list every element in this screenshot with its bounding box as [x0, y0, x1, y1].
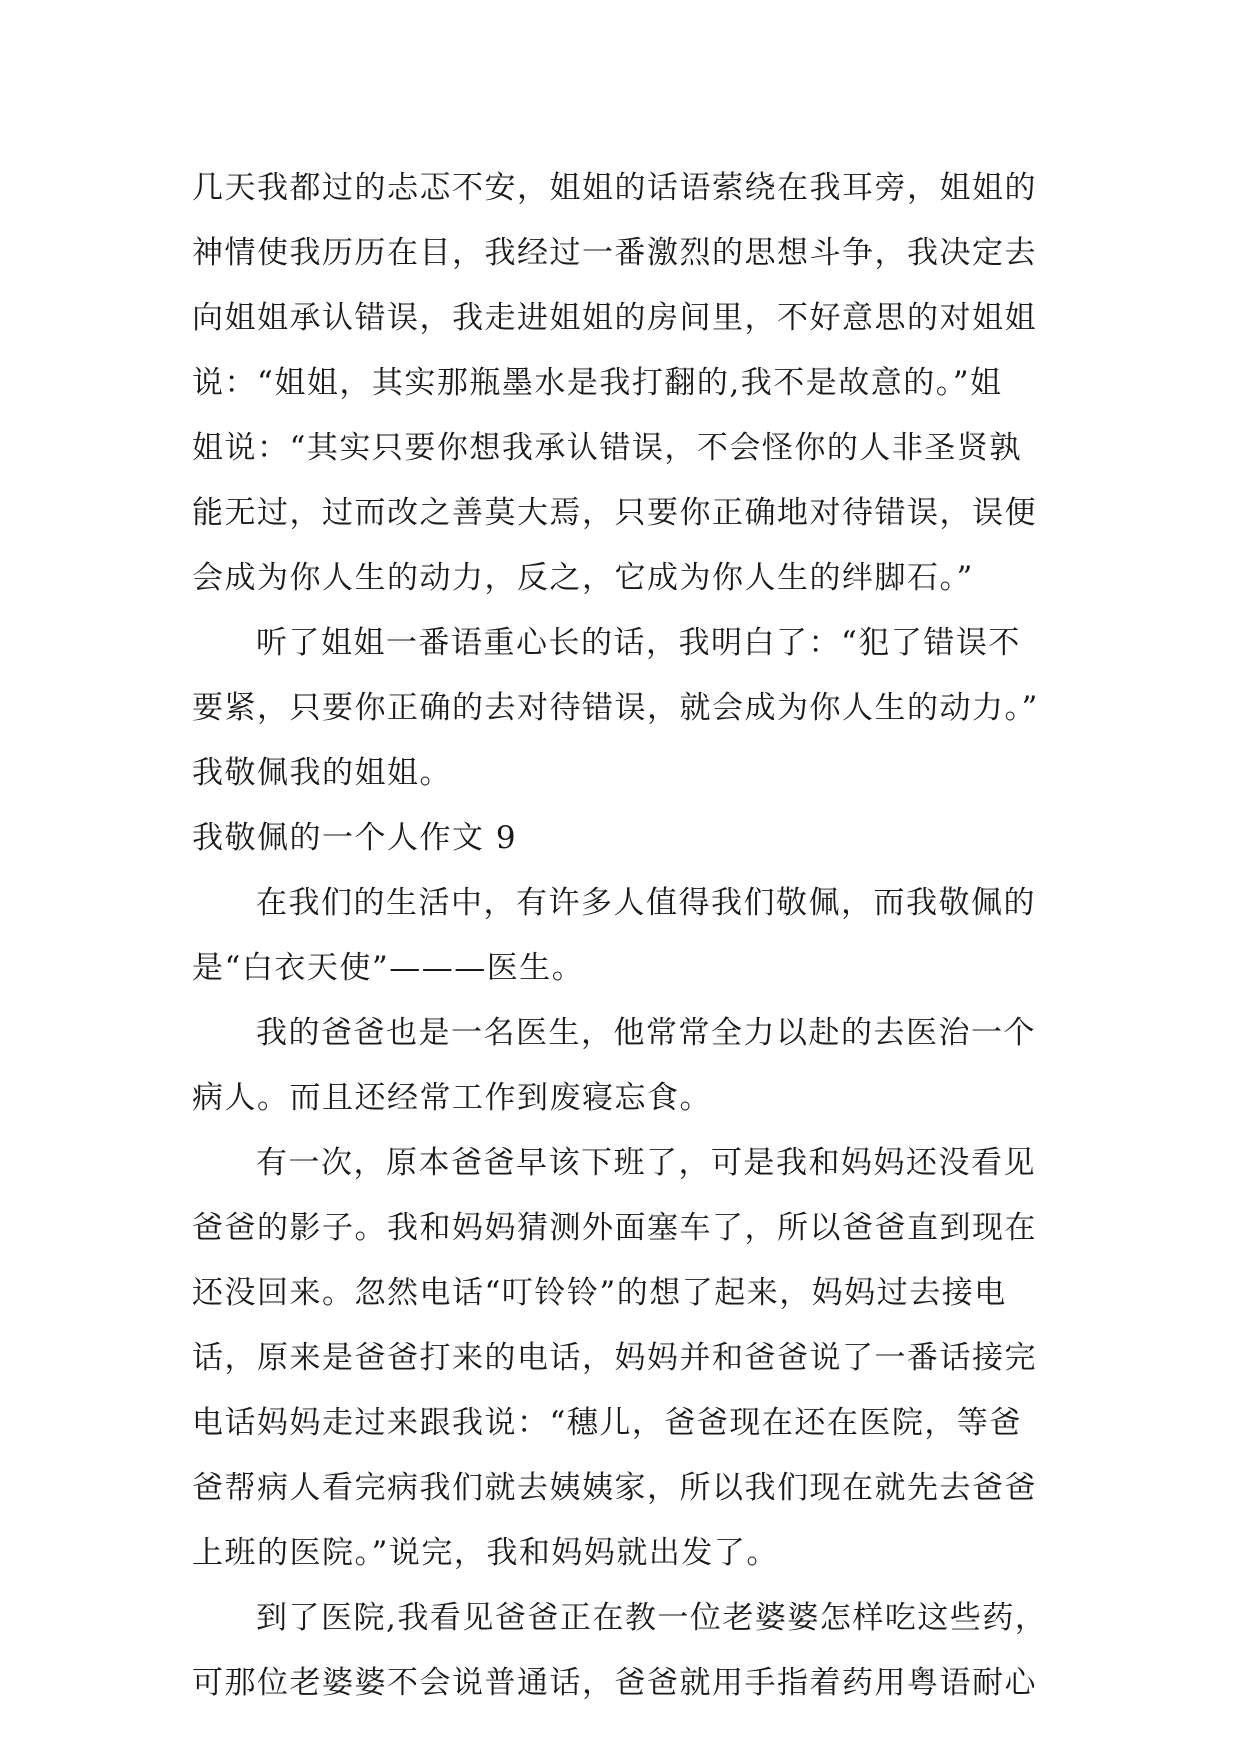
section-heading: 我敬佩的一个人作文 9: [192, 820, 518, 856]
text-line: 听了姐姐一番语重心长的话，我明白了：“犯了错误不: [256, 625, 1021, 661]
text-line: 神情使我历历在目，我经过一番激烈的思想斗争，我决定去: [192, 235, 1037, 271]
text-line: 姐说：“其实只要你想我承认错误，不会怪你的人非圣贤孰: [192, 430, 1022, 466]
text-line: 几天我都过的忐忑不安，姐姐的话语萦绕在我耳旁，姐姐的: [192, 170, 1037, 206]
text-line: 说：“姐姐，其实那瓶墨水是我打翻的,我不是故意的。”姐: [192, 365, 1003, 401]
text-line: 会成为你人生的动力，反之，它成为你人生的绊脚石。”: [192, 560, 974, 596]
text-line: 到了医院,我看见爸爸正在教一位老婆婆怎样吃这些药，: [256, 1600, 1048, 1636]
text-line: 是“白衣天使”———医生。: [192, 950, 585, 986]
text-line: 能无过，过而改之善莫大焉，只要你正确地对待错误，误便: [192, 495, 1037, 531]
text-line: 我的爸爸也是一名医生，他常常全力以赴的去医治一个: [256, 1015, 1036, 1051]
text-line: 话，原来是爸爸打来的电话，妈妈并和爸爸说了一番话接完: [192, 1340, 1037, 1376]
text-line: 爸帮病人看完病我们就去姨姨家，所以我们现在就先去爸爸: [192, 1470, 1037, 1506]
text-line: 有一次，原本爸爸早该下班了，可是我和妈妈还没看见: [256, 1145, 1036, 1181]
text-line: 可那位老婆婆不会说普通话，爸爸就用手指着药用粤语耐心: [192, 1665, 1037, 1701]
text-line: 爸爸的影子。我和妈妈猜测外面塞车了，所以爸爸直到现在: [192, 1210, 1037, 1246]
text-line: 病人。而且还经常工作到废寝忘食。: [192, 1080, 712, 1116]
text-line: 我敬佩我的姐姐。: [192, 755, 452, 791]
text-line: 还没回来。忽然电话“叮铃铃”的想了起来，妈妈过去接电: [192, 1275, 1007, 1311]
text-line: 要紧，只要你正确的去对待错误，就会成为你人生的动力。”: [192, 690, 1039, 726]
document-body: [192, 156, 1052, 1716]
text-line: 向姐姐承认错误，我走进姐姐的房间里，不好意思的对姐姐: [192, 300, 1037, 336]
text-line: 上班的医院。”说完，我和妈妈就出发了。: [192, 1535, 779, 1571]
text-line: 电话妈妈走过来跟我说：“穗儿，爸爸现在还在医院，等爸: [192, 1405, 1022, 1441]
text-line: 在我们的生活中，有许多人值得我们敬佩，而我敬佩的: [256, 885, 1036, 921]
